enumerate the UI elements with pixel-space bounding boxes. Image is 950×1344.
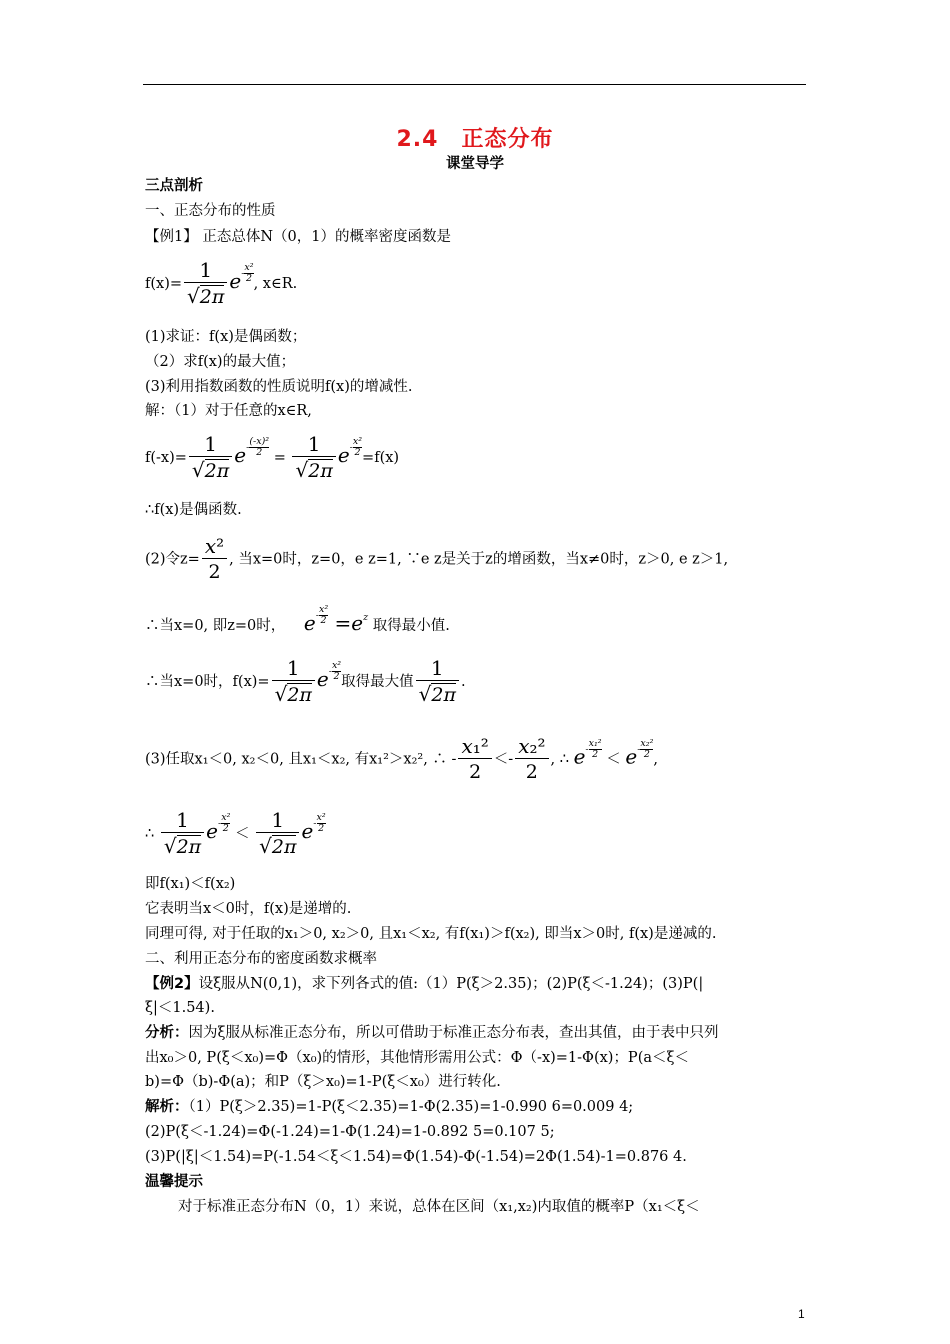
part3-decreasing: 同理可得, 对于任取的x₁＞0, x₂＞0, 且x₁＜x₂, 有f(x₁)＞f(x₂), 即当x＞0时, f(x)是递减的. [145,926,717,942]
example-1-intro: 【例1】 正态总体N（0，1）的概率密度函数是 [145,229,451,245]
page-number: 1 [798,1307,805,1321]
example-2-line-2: ξ|＜1.54). [145,1000,215,1016]
page-subtitle: 课堂导学 [446,156,504,172]
answer-line-3: (3)P(|ξ|＜1.54)=P(-1.54＜ξ＜1.54)=Φ(1.54)-Φ(-1.54)=2Φ(1.54)-1=0.876 4. [145,1149,687,1165]
analysis-line-2: 出x₀＞0, P(ξ＜x₀)=Φ（x₀)的情形，其他情形需用公式：Φ（-x)=1-Φ(x)；P(a＜ξ＜ [145,1050,689,1066]
part3-inequality: (3)任取x₁＜0, x₂＜0, 且x₁＜x₂, 有x₁²＞x₂², ∴ - $\frac{\text{x₁²}}{2}$ ＜- $\frac{\text{x₂²}}{2}$ , ∴ e- $\frac{\text{x₁²}}{2}$ ＜ e- $\frac{\text{x₂²}}{2}$ , [145,734,658,783]
solution-intro: 解：（1）对于任意的x∈R, [145,403,312,419]
answer-line-1: 解析：（1）P(ξ＞2.35)=1-P(ξ＜2.35)=1-Φ(2.35)=1-0.990 6=0.009 4; [145,1099,634,1115]
density-formula: f(x)= $\frac{1}{√2\pi}$ e- $\frac{\text{x²}}{2}$ , x∈R. [145,258,298,308]
question-2: （2）求f(x)的最大值； [145,354,296,370]
analysis-line-3: b)=Φ（b)-Φ(a)；和P（ξ＞x₀)=1-P(ξ＜x₀）进行转化. [145,1074,501,1090]
part2-minimum: ∴当x=0, 即z=0时， e- $\frac{\text{x²}}{2}$ =ez 取得最小值. [145,604,450,635]
part3-conclusion: 即f(x₁)＜f(x₂) [145,876,236,892]
part2-substitution: (2)令z= $\frac{\text{x²}}{2}$ , 当x=0时，z=0，e z=1, ∵e z是关于z的增函数，当x≠0时，z＞0, e z＞1, [145,534,729,583]
tip-heading: 温馨提示 [145,1174,203,1190]
tip-text: 对于标准正态分布N（0，1）来说，总体在区间（x₁,x₂)内取值的概率P（x₁＜ξ＜ [178,1199,700,1215]
page-title: 2.4 正态分布 [396,127,554,152]
section-title-1: 一、正态分布的性质 [145,203,276,219]
question-3: (3)利用指数函数的性质说明f(x)的增减性. [145,379,413,395]
part2-maximum: ∴当x=0时，f(x)= $\frac{1}{√2\pi}$ e- $\frac{\text{x²}}{2}$ 取得最大值 $\frac{1}{√2\pi}$ . [145,656,466,706]
part3-density-inequality: ∴ $\frac{1}{√2\pi}$ e- $\frac{\text{x²}}{2}$ ＜ $\frac{1}{√2\pi}$ e- $\frac{\text{x²}}{2}$ [145,808,326,858]
part3-increasing: 它表明当x＜0时，f(x)是递增的. [145,901,352,917]
answer-line-2: (2)P(ξ＜-1.24)=Φ(-1.24)=1-Φ(1.24)=1-0.892 5=0.107 5; [145,1124,555,1140]
even-conclusion: ∴f(x)是偶函数. [145,502,242,518]
section-title-2: 二、利用正态分布的密度函数求概率 [145,951,377,967]
question-1: (1)求证：f(x)是偶函数； [145,329,307,345]
header-rule [143,84,806,85]
analysis-line-1: 分析：因为ξ服从标准正态分布，所以可借助于标准正态分布表，查出其值，由于表中只列 [145,1025,719,1041]
section-heading: 三点剖析 [145,178,203,194]
even-proof-formula: f(-x)= $\frac{1}{√2\pi}$ e- $\frac{\text{(-x)²}}{2}$ = $\frac{1}{√2\pi}$ e- $\frac{\text{x²}}{2}$ =f(x) [145,432,400,482]
example-2-line-1: 【例2】设ξ服从N(0,1)，求下列各式的值:（1）P(ξ＞2.35)；(2)P(ξ＜-1.24)；(3)P(| [145,976,704,992]
